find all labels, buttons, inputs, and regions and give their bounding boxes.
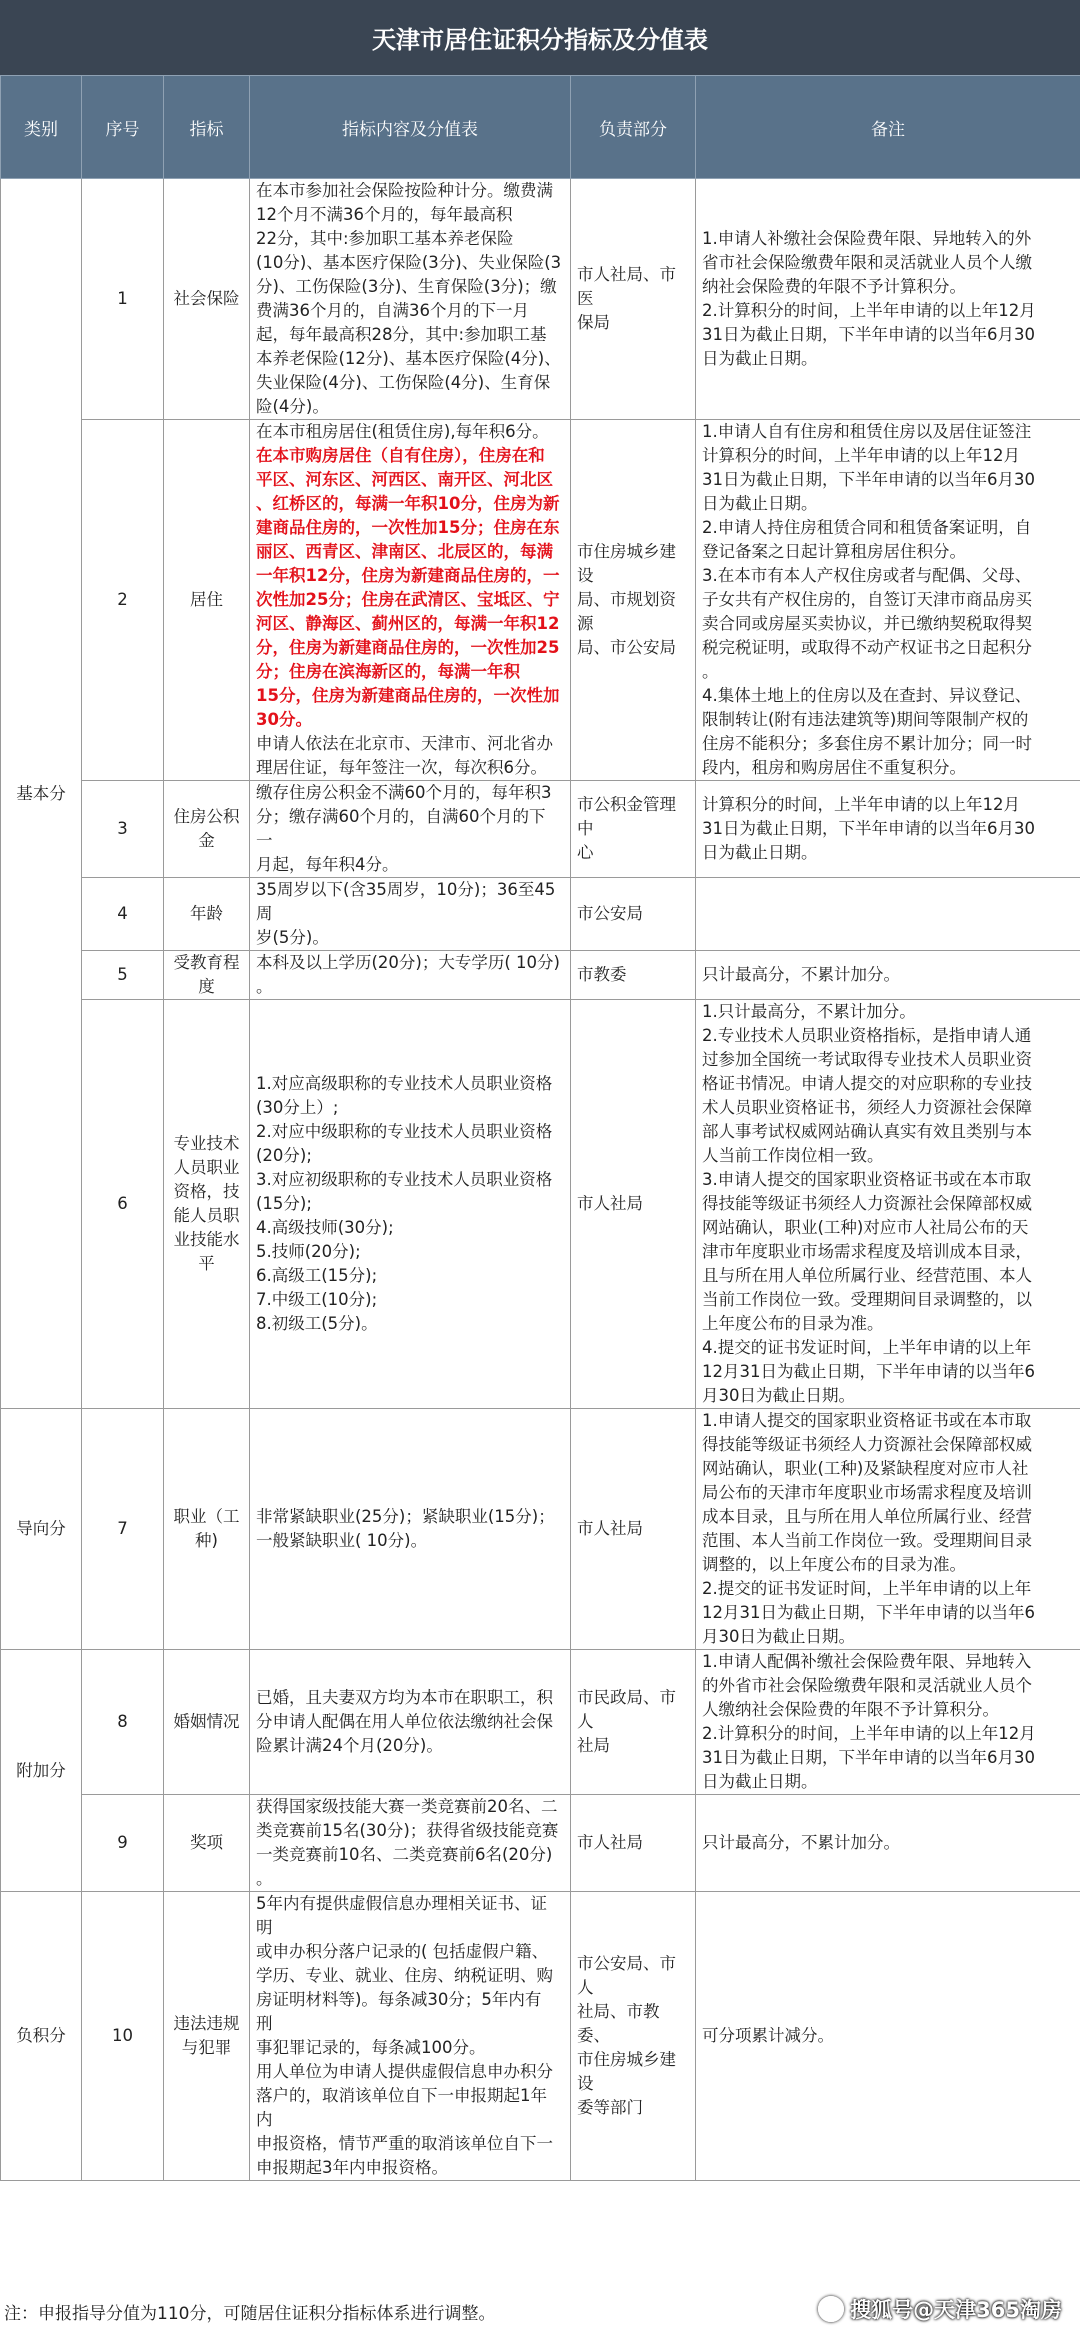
- text-line: 只计最高分，不累计加分。: [702, 965, 900, 984]
- text-line: 人员职业: [173, 1158, 240, 1177]
- text-line: 河区、静海区、蓟州区的，每满一年积12: [256, 614, 560, 633]
- text-line: 30分。: [256, 710, 312, 729]
- content-cell: [250, 781, 571, 878]
- note-cell: [696, 179, 1080, 420]
- text-line: 术人员职业资格证书，须经人力资源社会保障: [702, 1098, 1032, 1117]
- text-line: 用人单位为申请人提供虚假信息申办积分: [256, 2062, 553, 2081]
- text-line: 金: [198, 831, 215, 850]
- text-line: 调整的，以上年度公布的目录为准。: [702, 1555, 966, 1574]
- text-line: 2.计算积分的时间，上半年申请的以上年12月: [702, 1724, 1036, 1743]
- text-line: 31日为截止日期，下半年申请的以当年6月30: [702, 819, 1035, 838]
- text-line: 4.集体土地上的住房以及在查封、异议登记、: [702, 686, 1032, 705]
- table-row: [1, 420, 1080, 781]
- number-cell: 6: [82, 1000, 164, 1409]
- text-line: 在本市租房居住(租赁住房),每年积6分。: [256, 422, 549, 441]
- text-line: 一类竞赛前10名、二类竞赛前6名(20分): [256, 1845, 553, 1864]
- category-cell: 附加分: [1, 1650, 82, 1892]
- content-cell: [250, 179, 571, 420]
- number-cell: 7: [82, 1409, 164, 1650]
- indicator-cell: [164, 781, 250, 878]
- text-line: 日为截止日期。: [702, 494, 818, 513]
- department-cell: [571, 1000, 696, 1409]
- text-line: 申报资格，情节严重的取消该单位自下一: [256, 2134, 553, 2153]
- text-line: 学历、专业、就业、住房、纳税证明、购: [256, 1966, 553, 1985]
- text-line: 受教育程: [173, 953, 240, 972]
- text-line: 2.专业技术人员职业资格指标，是指申请人通: [702, 1026, 1032, 1045]
- department-cell: [571, 781, 696, 878]
- table-row: [1, 781, 1080, 878]
- text-line: 居住: [190, 590, 223, 609]
- text-line: (15分);: [256, 1194, 312, 1213]
- text-line: 网站确认，职业(工种)对应市人社局公布的天: [702, 1218, 1029, 1237]
- text-line: 在本市参加社会保险按险种计分。缴费满: [256, 181, 553, 200]
- text-line: 奖项: [190, 1833, 223, 1852]
- text-line: 得技能等级证书须经人力资源社会保障部权威: [702, 1435, 1032, 1454]
- text-line: 可分项累计减分。: [702, 2026, 834, 2045]
- text-line: 申报期起3年内申报资格。: [256, 2158, 448, 2177]
- text-line: (20分);: [256, 1146, 312, 1165]
- text-line: 31日为截止日期，下半年申请的以当年6月30: [702, 325, 1035, 344]
- department-cell: [571, 179, 696, 420]
- table-row: [1, 1000, 1080, 1409]
- category-cell: 基本分: [1, 179, 82, 1409]
- text-line: 已婚，且夫妻双方均为本市在职职工，积: [256, 1688, 553, 1707]
- content-cell: [250, 1650, 571, 1795]
- text-line: 分，住房为新建商品住房的，一次性加25: [256, 638, 560, 657]
- text-line: 格证书情况。申请人提交的对应职称的专业技: [702, 1074, 1032, 1093]
- text-line: 种): [195, 1531, 218, 1550]
- text-line: 登记备案之日起计算租房居住积分。: [702, 542, 966, 561]
- text-line: 与犯罪: [181, 2038, 232, 2057]
- text-line: 落户的，取消该单位自下一申报期起1年: [256, 2086, 547, 2105]
- content-cell: [250, 420, 571, 781]
- text-line: 、红桥区的，每满一年积10分，住房为新: [256, 494, 560, 513]
- text-line: 市住房城乡建设: [577, 542, 676, 585]
- text-line: 子女共有产权住房的，自签订天津市商品房买: [702, 590, 1032, 609]
- text-line: 7.中级工(10分);: [256, 1290, 378, 1309]
- text-line: 31日为截止日期，下半年申请的以当年6月30: [702, 1748, 1035, 1767]
- text-line: 局、市规划资源: [577, 590, 676, 633]
- text-line: 1.对应高级职称的专业技术人员职业资格: [256, 1074, 553, 1093]
- text-line: 心: [577, 843, 594, 862]
- text-line: 职业（工: [173, 1507, 240, 1526]
- table-header-row: [1, 76, 1080, 179]
- department-cell: [571, 420, 696, 781]
- text-line: 限制转让(附有违法建筑等)期间等限制产权的: [702, 710, 1029, 729]
- text-line: 平: [198, 1254, 215, 1273]
- number-cell: 5: [82, 951, 164, 1000]
- text-line: 分；缴存满60个月的，自满60个月的下: [256, 807, 546, 826]
- text-line: 婚姻情况: [173, 1712, 240, 1731]
- text-line: 房证明材料等)。每条减30分；5年内有: [256, 1990, 542, 2009]
- text-line: 岁(5分)。: [256, 928, 329, 947]
- text-line: 一: [256, 831, 273, 850]
- text-line: 2.申请人持住房租赁合同和租赁备案证明，自: [702, 518, 1032, 537]
- text-line: 险累计满24个月(20分)。: [256, 1736, 443, 1755]
- text-line: 2.提交的证书发证时间，上半年申请的以上年: [702, 1579, 1032, 1598]
- watermark: [818, 2294, 1062, 2324]
- text-line: (10分)、基本医疗保险(3分)、失业保险(3: [256, 253, 562, 272]
- text-line: 35周岁以下(含35周岁，10分)；36至45: [256, 880, 556, 899]
- text-line: 险(4分)。: [256, 397, 329, 416]
- note-cell: [696, 1409, 1080, 1650]
- department-cell: [571, 951, 696, 1000]
- text-line: 失业保险(4分)、工伤保险(4分)、生育保: [256, 373, 551, 392]
- table-row: [1, 1650, 1080, 1795]
- text-line: 平区、河东区、河西区、南开区、河北区: [256, 470, 553, 489]
- text-line: 且与所在用人单位所属行业、经营范围、本人: [702, 1266, 1032, 1285]
- text-line: 上年度公布的目录为准。: [702, 1314, 884, 1333]
- text-line: 住房不能积分；多套住房不累计加分；同一时: [702, 734, 1032, 753]
- text-line: 刑: [256, 2014, 273, 2033]
- content-cell: [250, 951, 571, 1000]
- text-line: 。: [256, 977, 273, 996]
- text-line: 局、市公安局: [577, 638, 676, 657]
- number-cell: 8: [82, 1650, 164, 1795]
- content-cell: [250, 878, 571, 951]
- text-line: 税完税证明，或取得不动产权证书之日起积分: [702, 638, 1032, 657]
- text-line: 月30日为截止日期。: [702, 1627, 855, 1646]
- text-line: 住房公积: [173, 807, 240, 826]
- text-line: 或申办积分落户记录的( 包括虚假户籍、: [256, 1942, 549, 1961]
- text-line: 12月31日为截止日期，下半年申请的以当年6: [702, 1362, 1035, 1381]
- text-line: 社会保险: [173, 289, 240, 308]
- text-line: 1.申请人提交的国家职业资格证书或在本市取: [702, 1411, 1032, 1430]
- number-cell: 4: [82, 878, 164, 951]
- text-line: 2.计算积分的时间，上半年申请的以上年12月: [702, 301, 1036, 320]
- text-line: 1.申请人配偶补缴社会保险费年限、异地转入: [702, 1652, 1032, 1671]
- text-line: 津市年度职业市场需求程度及培训成本目录，: [702, 1242, 1032, 1261]
- text-line: 得技能等级证书须经人力资源社会保障部权威: [702, 1194, 1032, 1213]
- text-line: 起，每年最高积28分，其中:参加职工基: [256, 325, 547, 344]
- text-line: 市公安局、市人: [577, 1954, 676, 1997]
- page-title: 天津市居住证积分指标及分值表: [0, 0, 1080, 75]
- text-line: 市公积金管理中: [577, 795, 676, 838]
- text-line: 。: [256, 1869, 273, 1888]
- header-number: 序号: [82, 76, 164, 179]
- text-line: 本养老保险(12分)、基本医疗保险(4分)、: [256, 349, 561, 368]
- number-cell: 9: [82, 1795, 164, 1892]
- text-line: 市民政局、市人: [577, 1688, 676, 1731]
- indicator-cell: [164, 1892, 250, 2181]
- text-line: 类竞赛前15名(30分)；获得省级技能竞赛: [256, 1821, 559, 1840]
- text-line: 市住房城乡建设: [577, 2050, 676, 2093]
- number-cell: 3: [82, 781, 164, 878]
- header-indicator: 指标: [164, 76, 250, 179]
- text-line: 月起，每年积4分。: [256, 855, 399, 874]
- text-line: 能人员职: [173, 1206, 240, 1225]
- text-line: 人缴纳社会保险费的年限不予计算积分。: [702, 1700, 999, 1719]
- text-line: 市人社局: [577, 1519, 643, 1538]
- text-line: 市人社局: [577, 1833, 643, 1852]
- indicator-cell: [164, 1795, 250, 1892]
- content-cell: [250, 1795, 571, 1892]
- text-line: 3.申请人提交的国家职业资格证书或在本市取: [702, 1170, 1032, 1189]
- header-department: 负责部分: [571, 76, 696, 179]
- table-row: [1, 179, 1080, 420]
- text-line: 建商品住房的，一次性加15分；住房在东: [256, 518, 560, 537]
- text-line: 5.技师(20分);: [256, 1242, 361, 1261]
- text-line: 年龄: [190, 904, 223, 923]
- text-line: 31日为截止日期，下半年申请的以当年6月30: [702, 470, 1035, 489]
- category-cell: 负积分: [1, 1892, 82, 2181]
- text-line: 成本目录，且与所在用人单位所属行业、经营: [702, 1507, 1032, 1526]
- text-line: 4.高级技师(30分);: [256, 1218, 394, 1237]
- table-row: [1, 878, 1080, 951]
- score-table: [0, 75, 1080, 2181]
- text-line: 局公布的天津市年度职业市场需求程度及培训: [702, 1483, 1032, 1502]
- text-line: 丽区、西青区、津南区、北辰区的，每满: [256, 542, 553, 561]
- text-line: 范围、本人当前工作岗位一致。受理期间目录: [702, 1531, 1032, 1550]
- note-cell: [696, 1000, 1080, 1409]
- text-line: 事犯罪记录的，每条减100分。: [256, 2038, 486, 2057]
- text-line: 1.只计最高分，不累计加分。: [702, 1002, 916, 1021]
- indicator-cell: [164, 179, 250, 420]
- text-line: 计算积分的时间，上半年申请的以上年12月: [702, 795, 1020, 814]
- number-cell: 10: [82, 1892, 164, 2181]
- content-cell: [250, 1409, 571, 1650]
- content-cell: [250, 1892, 571, 2181]
- text-line: 月30日为截止日期。: [702, 1386, 855, 1405]
- text-line: 在本市购房居住（自有住房），住房在和: [256, 446, 545, 465]
- department-cell: [571, 1409, 696, 1650]
- text-line: 市人社局: [577, 1194, 643, 1213]
- indicator-cell: [164, 951, 250, 1000]
- text-line: 日为截止日期。: [702, 349, 818, 368]
- text-line: 的外省市社会保险缴费年限和灵活就业人员个: [702, 1676, 1032, 1695]
- note-cell: [696, 420, 1080, 781]
- table-row: [1, 951, 1080, 1000]
- department-cell: [571, 1650, 696, 1795]
- note-cell: [696, 1795, 1080, 1892]
- indicator-cell: [164, 1409, 250, 1650]
- text-line: 12月31日为截止日期，下半年申请的以当年6: [702, 1603, 1035, 1622]
- text-line: 人当前工作岗位相一致。: [702, 1146, 884, 1165]
- department-cell: [571, 1892, 696, 2181]
- text-line: 专业技术: [173, 1134, 240, 1153]
- table-row: [1, 1892, 1080, 2181]
- table-row: [1, 1795, 1080, 1892]
- text-line: 一般紧缺职业( 10分)。: [256, 1531, 428, 1550]
- text-line: 保局: [577, 313, 610, 332]
- indicator-cell: [164, 420, 250, 781]
- text-line: 理居住证，每年签注一次，每次积6分。: [256, 758, 547, 777]
- number-cell: 1: [82, 179, 164, 420]
- text-line: 社局、市教委、: [577, 2002, 660, 2045]
- text-line: 资格，技: [173, 1182, 240, 1201]
- text-line: 3.在本市有本人产权住房或者与配偶、父母、: [702, 566, 1032, 585]
- text-line: (30分上）;: [256, 1098, 339, 1117]
- text-line: 一年积12分，住房为新建商品住房的，一: [256, 566, 560, 585]
- text-line: 周: [256, 904, 273, 923]
- text-line: 4.提交的证书发证时间，上半年申请的以上年: [702, 1338, 1032, 1357]
- content-cell: [250, 1000, 571, 1409]
- text-line: 只计最高分，不累计加分。: [702, 1833, 900, 1852]
- footnote: 注：申报指导分值为110分，可随居住证积分指标体系进行调整。: [4, 2304, 496, 2324]
- text-line: 6.高级工(15分);: [256, 1266, 378, 1285]
- text-line: 日为截止日期。: [702, 1772, 818, 1791]
- text-line: 社局: [577, 1736, 610, 1755]
- text-line: 1.申请人自有住房和租赁住房以及居住证签注: [702, 422, 1032, 441]
- header-note: 备注: [696, 76, 1080, 179]
- text-line: 日为截止日期。: [702, 843, 818, 862]
- text-line: 部人事考试权威网站确认真实有效且类别与本: [702, 1122, 1032, 1141]
- note-cell: [696, 781, 1080, 878]
- text-line: 5年内有提供虚假信息办理相关证书、证: [256, 1894, 547, 1913]
- text-line: 委等部门: [577, 2098, 643, 2117]
- header-category: 类别: [1, 76, 82, 179]
- text-line: 当前工作岗位一致。受理期间目录调整的，以: [702, 1290, 1032, 1309]
- text-line: 分)、工伤保险(3分)、生育保险(3分)；缴: [256, 277, 557, 296]
- text-line: 1.申请人补缴社会保险费年限、异地转入的外: [702, 229, 1032, 248]
- text-line: 12个月不满36个月的，每年最高积: [256, 205, 513, 224]
- category-cell: 导向分: [1, 1409, 82, 1650]
- text-line: 业技能水: [173, 1230, 240, 1249]
- text-line: 2.对应中级职称的专业技术人员职业资格: [256, 1122, 553, 1141]
- department-cell: [571, 1795, 696, 1892]
- note-cell: [696, 1650, 1080, 1795]
- text-line: 市教委: [577, 965, 627, 984]
- text-line: 3.对应初级职称的专业技术人员职业资格: [256, 1170, 553, 1189]
- text-line: 15分，住房为新建商品住房的，一次性加: [256, 686, 560, 705]
- text-line: 分申请人配偶在用人单位依法缴纳社会保: [256, 1712, 553, 1731]
- text-line: 市公安局: [577, 904, 643, 923]
- text-line: 非常紧缺职业(25分)；紧缺职业(15分)；: [256, 1507, 555, 1526]
- indicator-cell: [164, 1650, 250, 1795]
- text-line: 22分，其中:参加职工基本养老保险: [256, 229, 514, 248]
- text-line: 次性加25分；住房在武清区、宝坻区、宁: [256, 590, 560, 609]
- text-line: 段内，租房和购房居住不重复积分。: [702, 758, 966, 777]
- text-line: 过参加全国统一考试取得专业技术人员职业资: [702, 1050, 1032, 1069]
- text-line: 度: [198, 977, 215, 996]
- table-row: [1, 1409, 1080, 1650]
- text-line: 内: [256, 2110, 273, 2129]
- text-line: 。: [702, 662, 719, 681]
- text-line: 计算积分的时间，上半年申请的以上年12月: [702, 446, 1020, 465]
- number-cell: 2: [82, 420, 164, 781]
- text-line: 8.初级工(5分)。: [256, 1314, 378, 1333]
- text-line: 分；住房在滨海新区的，每满一年积: [256, 662, 520, 681]
- note-cell: [696, 878, 1080, 951]
- text-line: 申请人依法在北京市、天津市、河北省办: [256, 734, 553, 753]
- note-cell: [696, 1892, 1080, 2181]
- indicator-cell: [164, 1000, 250, 1409]
- header-content: 指标内容及分值表: [250, 76, 571, 179]
- text-line: 获得国家级技能大赛一类竞赛前20名、二: [256, 1797, 558, 1816]
- text-line: 缴存住房公积金不满60个月的，每年积3: [256, 783, 552, 802]
- text-line: 网站确认，职业(工种)及紧缺程度对应市人社: [702, 1459, 1029, 1478]
- indicator-cell: [164, 878, 250, 951]
- text-line: 明: [256, 1918, 273, 1937]
- department-cell: [571, 878, 696, 951]
- note-cell: [696, 951, 1080, 1000]
- watermark-text: 搜狐号@天津365淘房: [850, 2298, 1062, 2322]
- text-line: 市人社局、市医: [577, 265, 676, 308]
- text-line: 费满36个月的，自满36个月的下一月: [256, 301, 529, 320]
- text-line: 纳社会保险费的年限不予计算积分。: [702, 277, 966, 296]
- text-line: 违法违规: [173, 2014, 240, 2033]
- text-line: 卖合同或房屋买卖协议，并已缴纳契税取得契: [702, 614, 1032, 633]
- text-line: 本科及以上学历(20分)；大专学历( 10分): [256, 953, 560, 972]
- text-line: 省市社会保险缴费年限和灵活就业人员个人缴: [702, 253, 1032, 272]
- sohu-logo-icon: [818, 2296, 844, 2322]
